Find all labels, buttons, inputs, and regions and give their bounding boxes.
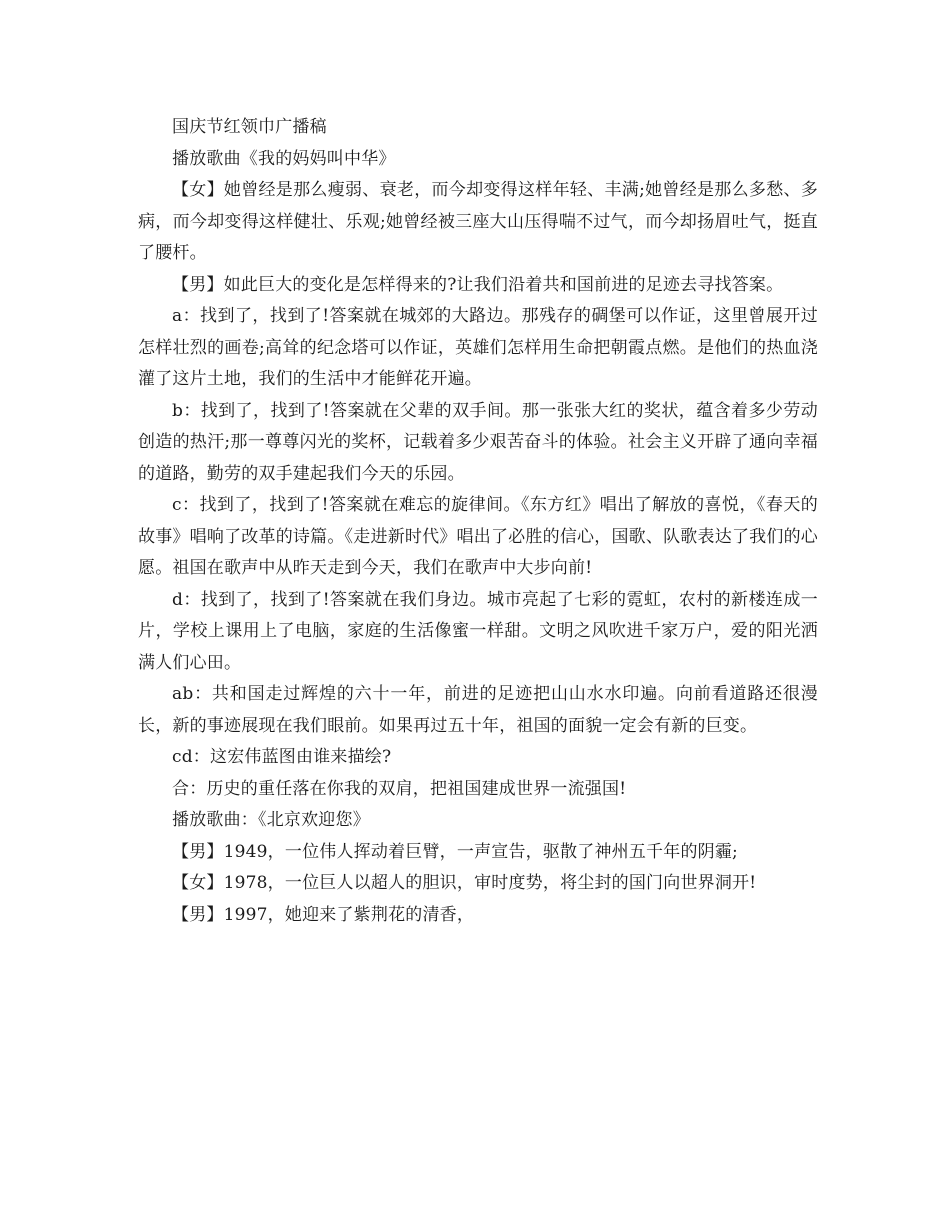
paragraph-male-1949: 【男】1949，一位伟人挥动着巨臂，一声宣告，驱散了神州五千年的阴霾;	[172, 841, 738, 862]
paragraph-female-1: 【女】她曾经是那么瘦弱、衰老，而今却变得这样年轻、丰满;她曾经是那么多愁、多病，而今却变得这样健壮、乐观;她曾经被三座大山压得喘不过气，而今却扬眉吐气，挺直了腰杆。	[138, 180, 818, 263]
paragraph-d: d：找到了，找到了!答案就在我们身边。城市亮起了七彩的霓虹，农村的新楼连成一片，学校上课用上了电脑，家庭的生活像蜜一样甜。文明之风吹进千家万户，爱的阳光洒满人们心田。	[138, 589, 818, 673]
paragraph-together: 合：历史的重任落在你我的双肩，把祖国建成世界一流强国!	[172, 778, 627, 799]
paragraph-song-2: 播放歌曲：《北京欢迎您》	[172, 810, 370, 830]
paragraph-ab: ab：共和国走过辉煌的六十一年，前进的足迹把山山水水印遍。向前看道路还很漫长，新的事迹展现在我们眼前。如果再过五十年，祖国的面貌一定会有新的巨变。	[138, 684, 818, 736]
paragraph-c: c：找到了，找到了!答案就在难忘的旋律间。《东方红》唱出了解放的喜悦，《春天的故事》唱响了改革的诗篇。《走进新时代》唱出了必胜的信心，国歌、队歌表达了我们的心愿。祖国在歌声中从昨天走到今天，我们在歌声中大步向前!	[138, 495, 818, 578]
paragraph-male-1997: 【男】1997，她迎来了紫荆花的清香，	[172, 904, 475, 925]
paragraph-a: a：找到了，找到了!答案就在城郊的大路边。那残存的碉堡可以作证，这里曾展开过怎样壮烈的画卷;高耸的纪念塔可以作证，英雄们怎样用生命把朝霞点燃。是他们的热血浇灌了这片土地，我们的生活中才能鲜花开遍。	[138, 306, 818, 389]
paragraph-song-1: 播放歌曲《我的妈妈叫中华》	[172, 148, 396, 169]
paragraph-female-1978: 【女】1978，一位巨人以超人的胆识，审时度势，将尘封的国门向世界洞开!	[172, 873, 757, 893]
paragraph-male-1: 【男】如此巨大的变化是怎样得来的?让我们沿着共和国前进的足迹去寻找答案。	[172, 274, 784, 295]
paragraph-b: b：找到了，找到了!答案就在父辈的双手间。那一张张大红的奖状，蕴含着多少劳动创造的热汗;那一尊尊闪光的奖杯，记载着多少艰苦奋斗的体验。社会主义开辟了通向幸福的道路，勤劳的双手建起我们今天的乐园。	[138, 400, 818, 484]
document-body	[138, 112, 818, 931]
paragraph-cd: cd：这宏伟蓝图由谁来描绘?	[172, 747, 392, 767]
document-title: 国庆节红领巾广播稿	[172, 117, 327, 137]
